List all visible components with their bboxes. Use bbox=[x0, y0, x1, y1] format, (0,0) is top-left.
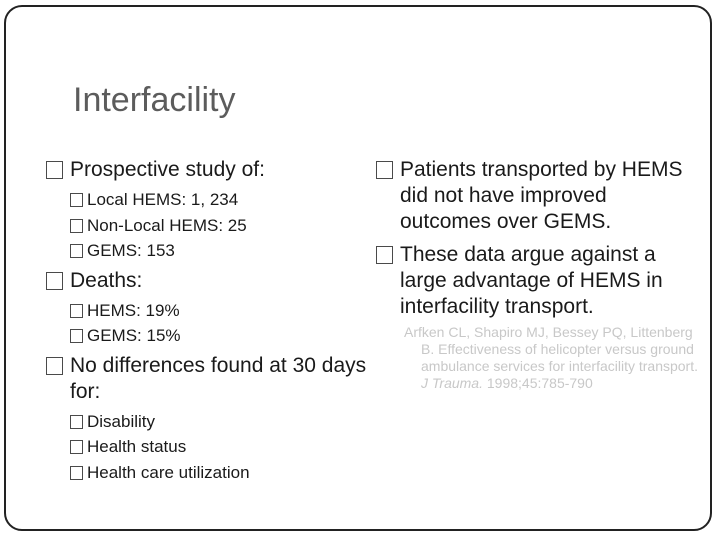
checkbox-bullet-icon bbox=[46, 357, 63, 375]
checkbox-bullet-icon bbox=[70, 219, 83, 233]
bullet-patients-transported bbox=[376, 157, 696, 235]
sub-bullet-text: Health care utilization bbox=[87, 462, 250, 482]
sub-bullet bbox=[70, 409, 376, 435]
sub-bullet-text: GEMS: 153 bbox=[87, 241, 175, 260]
checkbox-bullet-icon bbox=[70, 440, 83, 454]
sub-bullet bbox=[70, 460, 376, 486]
bullet-text: Prospective study of: bbox=[70, 158, 265, 181]
checkbox-bullet-icon bbox=[70, 244, 83, 258]
checkbox-bullet-icon bbox=[70, 415, 83, 429]
bullet-text: No differences found at 30 days for: bbox=[70, 353, 367, 403]
sub-bullet-text: Non-Local HEMS: 25 bbox=[87, 215, 247, 235]
checkbox-bullet-icon bbox=[70, 304, 83, 318]
left-column bbox=[46, 157, 376, 489]
sub-bullet bbox=[70, 323, 376, 349]
checkbox-bullet-icon bbox=[70, 193, 83, 207]
checkbox-bullet-icon bbox=[376, 246, 393, 264]
right-column bbox=[376, 157, 696, 392]
citation bbox=[404, 324, 701, 392]
sub-bullet-text: Disability bbox=[87, 411, 156, 431]
sub-bullet-text: HEMS: 19% bbox=[87, 300, 180, 320]
bullet-text: Patients transported by HEMS did not have improved outcomes over GEMS. bbox=[400, 158, 683, 233]
checkbox-bullet-icon bbox=[46, 272, 63, 290]
bullet-text: Deaths: bbox=[70, 268, 143, 292]
sub-bullet-text: Local HEMS: 1, 234 bbox=[87, 190, 239, 209]
sub-bullet bbox=[70, 213, 376, 239]
bullet-no-differences bbox=[46, 353, 376, 405]
sub-bullet bbox=[70, 238, 376, 264]
bullet-prospective-study bbox=[46, 157, 376, 183]
slide-title: Interfacility bbox=[73, 81, 236, 119]
checkbox-bullet-icon bbox=[70, 329, 83, 343]
sub-bullet bbox=[70, 187, 376, 213]
citation-authors-title: Arfken CL, Shapiro MJ, Bessey PQ, Littenberg B. Effectiveness of helicopter versus ground ambulance services for interfacility transport. bbox=[404, 324, 698, 374]
citation-details: 1998;45:785-790 bbox=[486, 375, 593, 391]
sub-bullet-text: GEMS: 15% bbox=[87, 326, 181, 345]
checkbox-bullet-icon bbox=[376, 161, 393, 179]
bullet-text: These data argue against a large advantage of HEMS in interfacility transport. bbox=[400, 243, 663, 318]
sub-bullet bbox=[70, 434, 376, 460]
bullet-deaths bbox=[46, 268, 376, 294]
sub-list-study bbox=[70, 187, 376, 264]
checkbox-bullet-icon bbox=[46, 161, 63, 179]
checkbox-bullet-icon bbox=[70, 466, 83, 480]
slide-frame bbox=[4, 5, 712, 531]
sub-list-outcomes bbox=[70, 409, 376, 486]
citation-journal: J Trauma. bbox=[421, 375, 483, 391]
sub-bullet bbox=[70, 298, 376, 324]
sub-list-deaths bbox=[70, 298, 376, 349]
sub-bullet-text: Health status bbox=[87, 437, 187, 456]
bullet-data-argue bbox=[376, 242, 696, 320]
